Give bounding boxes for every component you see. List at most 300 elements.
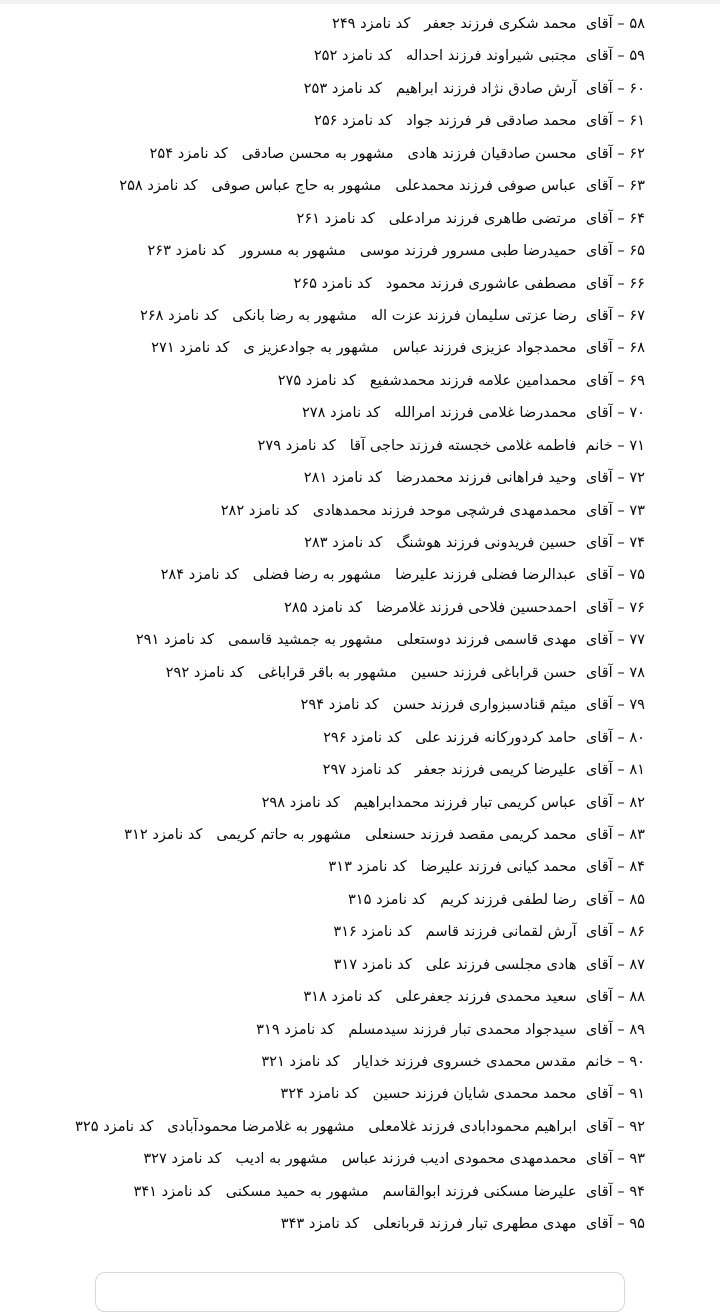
- candidate-rank: ۶۴: [629, 209, 645, 227]
- code-label: کد نامزد: [376, 890, 427, 908]
- candidate-honorific: آقای: [585, 793, 613, 811]
- rank-separator: –: [617, 469, 625, 487]
- candidate-honorific: آقای: [585, 306, 613, 324]
- code-label: کد نامزد: [163, 631, 215, 649]
- alias-label: مشهور به: [322, 566, 382, 584]
- candidate-rank: ۸۷: [629, 955, 645, 973]
- candidate-code: ۲۴۹: [332, 15, 356, 32]
- candidate-row: [75, 235, 645, 267]
- candidate-rank: ۹۰: [629, 1053, 645, 1070]
- code-label: کد نامزد: [331, 469, 383, 487]
- candidate-honorific: آقای: [585, 1020, 613, 1038]
- candidate-code: ۳۲۱: [261, 1053, 285, 1070]
- candidate-honorific: آقای: [585, 144, 613, 162]
- candidate-parent-name: علی: [425, 955, 452, 973]
- candidate-honorific: آقای: [585, 566, 613, 584]
- candidate-honorific: آقای: [585, 177, 613, 195]
- candidate-row: [75, 8, 645, 40]
- candidate-rank: ۶۵: [629, 242, 645, 260]
- candidate-code: ۲۸۱: [303, 469, 328, 487]
- candidate-name: مهدی قاسمی: [494, 631, 577, 649]
- candidate-code: ۲۶۵: [293, 274, 318, 292]
- candidate-rank: ۸۲: [629, 793, 645, 811]
- candidate-parent-name: جعفرعلی: [395, 988, 453, 1006]
- code-label: کد نامزد: [171, 1150, 222, 1168]
- candidate-row: [75, 40, 645, 72]
- parent-label: فرزند: [442, 144, 477, 162]
- code-label: کد نامزد: [332, 534, 383, 551]
- candidate-code: ۲۷۱: [151, 339, 175, 357]
- alias-label: مشهور به: [309, 1182, 369, 1200]
- candidate-rank: ۷۵: [629, 566, 645, 584]
- candidate-code: ۲۹۶: [323, 728, 347, 746]
- candidate-code: ۲۵۶: [314, 112, 338, 130]
- candidate-rank: ۸۶: [629, 923, 645, 941]
- candidate-row: [75, 1208, 645, 1240]
- code-label: کد نامزد: [152, 825, 203, 843]
- candidate-code: ۳۱۲: [124, 825, 148, 843]
- code-label: کد نامزد: [351, 728, 402, 746]
- candidate-rank: ۷۹: [629, 696, 645, 714]
- candidate-rank: ۹۲: [629, 1117, 645, 1135]
- parent-label: فرزند: [447, 47, 482, 65]
- rank-separator: –: [617, 436, 625, 454]
- code-label: کد نامزد: [342, 112, 393, 130]
- candidate-row: [75, 495, 645, 527]
- candidate-row: [75, 1046, 645, 1078]
- candidate-row: [75, 722, 645, 754]
- candidate-name: حسن قراباغی: [491, 663, 577, 681]
- candidate-parent-name: حاجی آقا: [349, 436, 405, 454]
- candidate-parent-name: حسین: [410, 663, 449, 681]
- parent-label: فرزند: [468, 858, 502, 876]
- candidate-name: محمد محمدی شایان: [453, 1085, 577, 1103]
- candidate-name: میثم قنادسبزواری: [468, 696, 577, 714]
- candidate-name: عباس کریمی تبار: [472, 793, 577, 811]
- rank-separator: –: [617, 1150, 625, 1168]
- candidate-code: ۲۶۱: [296, 209, 320, 227]
- candidate-parent-name: مرادعلی: [388, 209, 441, 227]
- candidate-alias: جمشید قاسمی: [228, 631, 320, 649]
- rank-separator: –: [617, 793, 625, 811]
- candidate-row: [75, 1111, 645, 1143]
- candidate-name: محمد کریمی مقصد: [458, 825, 577, 843]
- candidate-parent-name: خدایار: [353, 1053, 390, 1070]
- candidate-honorific: آقای: [585, 339, 613, 357]
- candidate-parent-name: موسی: [359, 242, 400, 260]
- candidate-row: [75, 1176, 645, 1208]
- candidate-honorific: آقای: [585, 955, 613, 973]
- candidate-honorific: آقای: [585, 1117, 613, 1135]
- parent-label: فرزند: [380, 501, 415, 519]
- rank-separator: –: [617, 209, 625, 227]
- candidate-row: [75, 1014, 645, 1046]
- parent-label: فرزند: [429, 598, 464, 616]
- candidate-honorific: آقای: [585, 858, 613, 876]
- candidate-rank: ۶۷: [629, 306, 645, 324]
- candidate-row: [75, 170, 645, 202]
- candidate-parent-name: عباس: [392, 339, 429, 357]
- candidate-rank: ۷۳: [629, 501, 645, 519]
- candidate-row: [75, 787, 645, 819]
- candidate-code: ۳۲۴: [280, 1085, 304, 1103]
- rank-separator: –: [617, 79, 625, 97]
- code-label: کد نامزد: [285, 436, 336, 454]
- rank-separator: –: [617, 955, 625, 973]
- candidate-parent-name: دوستعلی: [396, 631, 451, 649]
- candidate-parent-name: علی: [415, 728, 441, 746]
- candidate-name: محمدمهدی فرشچی موحد: [419, 501, 577, 519]
- parent-label: فرزند: [452, 663, 487, 681]
- rank-separator: –: [617, 566, 625, 584]
- parent-label: فرزند: [473, 890, 508, 908]
- parent-label: فرزند: [459, 177, 493, 195]
- candidate-code: ۲۹۷: [322, 761, 347, 779]
- candidate-alias: رضا فضلی: [252, 566, 318, 584]
- candidate-rank: ۹۱: [629, 1085, 645, 1103]
- candidate-rank: ۸۵: [629, 890, 645, 908]
- parent-label: فرزند: [457, 988, 492, 1006]
- rank-separator: –: [617, 339, 625, 357]
- candidate-rank: ۸۴: [629, 858, 645, 876]
- parent-label: فرزند: [445, 1182, 479, 1200]
- parent-label: فرزند: [460, 15, 495, 32]
- rank-separator: –: [617, 177, 625, 195]
- alias-label: مشهور به: [295, 1117, 355, 1135]
- code-label: کد نامزد: [308, 1085, 359, 1103]
- parent-label: فرزند: [456, 955, 490, 973]
- code-label: کد نامزد: [305, 371, 356, 389]
- bottom-rounded-card[interactable]: [95, 1272, 625, 1312]
- candidate-row: [75, 203, 645, 235]
- parent-label: فرزند: [404, 242, 439, 260]
- candidate-parent-name: ابراهیم: [395, 79, 438, 97]
- parent-label: فرزند: [450, 761, 485, 779]
- candidate-row: [75, 689, 645, 721]
- candidate-row: [75, 819, 645, 851]
- candidate-name: هادی مجلسی: [494, 955, 577, 973]
- candidate-name: عباس صوفی: [497, 177, 577, 195]
- candidate-name: احمدحسین فلاحی: [468, 598, 577, 616]
- rank-separator: –: [617, 890, 625, 908]
- candidate-honorific: آقای: [585, 696, 613, 714]
- candidate-parent-name: غلامعلی: [368, 1117, 417, 1135]
- candidate-honorific: آقای: [585, 728, 613, 746]
- candidate-parent-name: امرالله: [394, 404, 436, 422]
- rank-separator: –: [617, 15, 625, 32]
- parent-label: فرزند: [439, 404, 474, 422]
- candidate-parent-name: علیرضا: [420, 858, 464, 876]
- parent-label: فرزند: [463, 923, 498, 941]
- candidate-list: [75, 8, 645, 1241]
- parent-label: فرزند: [414, 1085, 449, 1103]
- candidate-parent-name: حسن: [392, 696, 426, 714]
- candidate-honorific: آقای: [585, 1215, 613, 1233]
- candidate-code: ۳۱۸: [303, 988, 327, 1006]
- rank-separator: –: [617, 728, 625, 746]
- candidate-rank: ۷۶: [629, 598, 645, 616]
- candidate-rank: ۹۵: [629, 1215, 645, 1233]
- alias-label: مشهور به: [334, 144, 394, 162]
- candidate-parent-name: هادی: [407, 144, 438, 162]
- candidate-rank: ۷۸: [629, 663, 645, 681]
- code-label: کد نامزد: [360, 15, 411, 32]
- candidate-name: ابراهیم محمودابادی: [459, 1117, 577, 1135]
- candidate-honorific: آقای: [585, 1085, 613, 1103]
- candidate-honorific: آقای: [585, 534, 613, 551]
- candidate-name: مقدس محمدی خسروی: [432, 1053, 577, 1070]
- candidate-code: ۲۶۳: [147, 242, 171, 260]
- candidate-rank: ۶۸: [629, 339, 645, 357]
- candidate-name: مهدی مطهری تبار: [467, 1215, 577, 1233]
- code-label: کد نامزد: [331, 79, 382, 97]
- candidate-honorific: آقای: [585, 1182, 613, 1200]
- candidate-alias: باقر قراباغی: [257, 663, 334, 681]
- candidate-rank: ۵۹: [629, 47, 645, 65]
- alias-label: مشهور به: [320, 339, 379, 357]
- candidate-code: ۳۲۵: [75, 1117, 99, 1135]
- candidate-name: حمیدرضا طبی مسرور: [442, 242, 577, 260]
- candidate-name: مجتبی شیراوند: [486, 47, 577, 65]
- candidate-alias: مسرور: [239, 242, 283, 260]
- candidate-row: [75, 365, 645, 397]
- candidate-rank: ۸۹: [629, 1020, 645, 1038]
- rank-separator: –: [617, 371, 625, 389]
- rank-separator: –: [617, 144, 625, 162]
- candidate-name: محمد شکری: [498, 15, 577, 32]
- candidate-rank: ۸۰: [629, 728, 645, 746]
- alias-label: مشهور به: [324, 631, 383, 649]
- candidate-code: ۲۸۲: [220, 501, 245, 519]
- parent-label: فرزند: [409, 436, 443, 454]
- code-label: کد نامزد: [168, 306, 219, 324]
- alias-label: مشهور به: [292, 825, 352, 843]
- code-label: کد نامزد: [248, 501, 299, 519]
- candidate-honorific: آقای: [585, 598, 613, 616]
- candidate-row: [75, 624, 645, 656]
- candidate-row: [75, 397, 645, 429]
- candidate-parent-name: ابوالقاسم: [382, 1182, 441, 1200]
- candidate-alias: جوادعزیز ی: [243, 339, 316, 357]
- parent-label: فرزند: [445, 534, 480, 551]
- rank-separator: –: [617, 404, 625, 422]
- candidate-parent-name: محمدهادی: [312, 501, 377, 519]
- code-label: کد نامزد: [188, 566, 239, 584]
- candidate-code: ۳۴۳: [280, 1215, 305, 1233]
- candidate-name: فاطمه غلامی خجسته: [447, 436, 577, 454]
- rank-separator: –: [617, 1053, 625, 1070]
- candidate-honorific: آقای: [585, 112, 613, 130]
- candidate-name: محمدرضا غلامی: [478, 404, 577, 422]
- candidate-row: [75, 949, 645, 981]
- candidate-parent-name: محمدعلی: [395, 177, 455, 195]
- parent-label: فرزند: [426, 306, 461, 324]
- candidate-row: [75, 300, 645, 332]
- rank-separator: –: [617, 534, 625, 551]
- candidate-row: [75, 462, 645, 494]
- candidate-honorific: آقای: [585, 761, 613, 779]
- parent-label: فرزند: [442, 566, 477, 584]
- candidate-parent-name: غلامرضا: [376, 598, 426, 616]
- candidate-honorific: آقای: [585, 631, 613, 649]
- candidate-rank: ۶۰: [629, 79, 645, 97]
- code-label: کد نامزد: [177, 144, 228, 162]
- candidate-rank: ۶۶: [629, 274, 645, 292]
- candidate-parent-name: جعفر: [424, 15, 456, 32]
- candidate-honorific: آقای: [585, 404, 613, 422]
- parent-label: فرزند: [394, 1053, 429, 1070]
- candidate-parent-name: محمدابراهیم: [353, 793, 430, 811]
- candidate-name: آرش لقمانی: [502, 923, 577, 941]
- candidate-name: محمد کیانی: [506, 858, 577, 876]
- candidate-honorific: آقای: [585, 274, 613, 292]
- candidate-name: علیرضا کریمی: [489, 761, 577, 779]
- candidate-code: ۲۷۹: [257, 436, 282, 454]
- candidate-name: حسین فریدونی: [484, 534, 577, 551]
- parent-label: فرزند: [430, 274, 464, 292]
- candidate-name: رضا لطفی: [512, 890, 577, 908]
- candidate-parent-name: محمدشفیع: [369, 371, 436, 389]
- candidate-rank: ۶۱: [629, 112, 645, 130]
- candidate-rank: ۸۳: [629, 825, 645, 843]
- candidate-row: [75, 73, 645, 105]
- candidate-code: ۲۵۴: [149, 144, 174, 162]
- candidate-honorific: آقای: [585, 988, 613, 1006]
- code-label: کد نامزد: [312, 598, 363, 616]
- candidate-honorific: آقای: [585, 923, 613, 941]
- code-label: کد نامزد: [350, 761, 401, 779]
- rank-separator: –: [617, 112, 625, 130]
- parent-label: فرزند: [432, 339, 467, 357]
- candidate-code: ۳۱۵: [347, 890, 372, 908]
- candidate-name: محمدمهدی محمودی ادیب: [420, 1150, 577, 1168]
- candidate-name: علیرضا مسکنی: [483, 1182, 577, 1200]
- candidate-parent-name: سیدمسلم: [348, 1020, 409, 1038]
- candidate-code: ۳۱۷: [333, 955, 358, 973]
- candidate-name: مرتضی طاهری: [483, 209, 577, 227]
- candidate-parent-name: جعفر: [414, 761, 447, 779]
- rank-separator: –: [617, 631, 625, 649]
- candidate-row: [75, 268, 645, 300]
- candidate-parent-name: حسنعلی: [365, 825, 416, 843]
- candidate-row: [75, 884, 645, 916]
- candidate-code: ۳۱۹: [256, 1020, 280, 1038]
- candidate-parent-name: قربانعلی: [372, 1215, 425, 1233]
- parent-label: فرزند: [437, 112, 472, 130]
- candidate-code: ۲۷۵: [277, 371, 302, 389]
- candidate-parent-name: محمود: [385, 274, 426, 292]
- candidate-parent-name: حسین: [372, 1085, 411, 1103]
- rank-separator: –: [617, 47, 625, 65]
- candidate-parent-name: جواد: [406, 112, 434, 130]
- candidate-row: [75, 851, 645, 883]
- candidate-honorific: آقای: [585, 371, 613, 389]
- code-label: کد نامزد: [103, 1117, 154, 1135]
- rank-separator: –: [617, 501, 625, 519]
- candidate-rank: ۷۱: [629, 436, 645, 454]
- candidate-rank: ۷۷: [629, 631, 645, 649]
- code-label: کد نامزد: [328, 696, 379, 714]
- code-label: کد نامزد: [284, 1020, 335, 1038]
- rank-separator: –: [617, 761, 625, 779]
- candidate-alias: محسن صادقی: [241, 144, 331, 162]
- candidate-name: محمد صادقی فر: [476, 112, 577, 130]
- rank-separator: –: [617, 988, 625, 1006]
- candidate-rank: ۸۸: [629, 988, 645, 1006]
- code-label: کد نامزد: [361, 923, 412, 941]
- candidate-honorific: آقای: [585, 47, 613, 65]
- candidate-rank: ۹۴: [629, 1182, 645, 1200]
- candidate-code: ۲۵۳: [303, 79, 328, 97]
- candidate-rank: ۷۴: [629, 534, 645, 551]
- candidate-row: [75, 1078, 645, 1110]
- alias-label: مشهور به: [338, 663, 397, 681]
- candidate-row: [75, 1143, 645, 1175]
- alias-label: مشهور به: [298, 306, 357, 324]
- candidate-row: [75, 430, 645, 462]
- parent-label: فرزند: [412, 1020, 447, 1038]
- candidate-code: ۲۸۳: [304, 534, 328, 551]
- candidate-rank: ۸۱: [629, 761, 645, 779]
- candidate-row: [75, 657, 645, 689]
- candidate-parent-name: عباس: [341, 1150, 378, 1168]
- parent-label: فرزند: [457, 469, 492, 487]
- candidate-name: رضا عزتی سلیمان: [465, 306, 577, 324]
- candidate-code: ۳۱۳: [328, 858, 352, 876]
- rank-separator: –: [617, 598, 625, 616]
- alias-label: مشهور به: [322, 177, 382, 195]
- candidate-alias: ادیب: [235, 1150, 265, 1168]
- candidate-rank: ۶۹: [629, 371, 645, 389]
- candidate-code: ۲۵۲: [313, 47, 338, 65]
- parent-label: فرزند: [429, 1215, 464, 1233]
- code-label: کد نامزد: [175, 242, 226, 260]
- candidate-rank: ۶۳: [629, 177, 645, 195]
- parent-label: فرزند: [420, 825, 455, 843]
- candidate-name: سعید محمدی: [495, 988, 577, 1006]
- candidate-code: ۲۹۴: [300, 696, 325, 714]
- candidate-row: [75, 527, 645, 559]
- candidate-parent-name: عزت اله: [370, 306, 423, 324]
- candidate-parent-name: علیرضا: [395, 566, 439, 584]
- candidate-row: [75, 981, 645, 1013]
- code-label: کد نامزد: [308, 1215, 360, 1233]
- code-label: کد نامزد: [289, 793, 340, 811]
- candidate-alias: حمید مسکنی: [225, 1182, 306, 1200]
- candidate-row: [75, 559, 645, 591]
- candidate-rank: ۷۰: [629, 404, 645, 422]
- candidate-name: مصطفی عاشوری: [468, 274, 577, 292]
- parent-label: فرزند: [433, 793, 468, 811]
- candidate-code: ۲۸۵: [283, 598, 308, 616]
- rank-separator: –: [617, 825, 625, 843]
- candidate-honorific: خانم: [585, 1053, 613, 1070]
- rank-separator: –: [617, 274, 625, 292]
- candidate-row: [75, 916, 645, 948]
- code-label: کد نامزد: [331, 988, 382, 1006]
- rank-separator: –: [617, 242, 625, 260]
- candidate-row: [75, 138, 645, 170]
- code-label: کد نامزد: [361, 955, 412, 973]
- candidate-rank: ۹۳: [629, 1150, 645, 1168]
- candidate-name: آرش صادق نژاد: [481, 79, 577, 97]
- parent-label: فرزند: [442, 79, 477, 97]
- candidate-code: ۲۹۸: [261, 793, 286, 811]
- code-label: کد نامزد: [179, 339, 230, 357]
- code-label: کد نامزد: [147, 177, 198, 195]
- candidate-honorific: آقای: [585, 79, 613, 97]
- candidate-honorific: آقای: [585, 663, 613, 681]
